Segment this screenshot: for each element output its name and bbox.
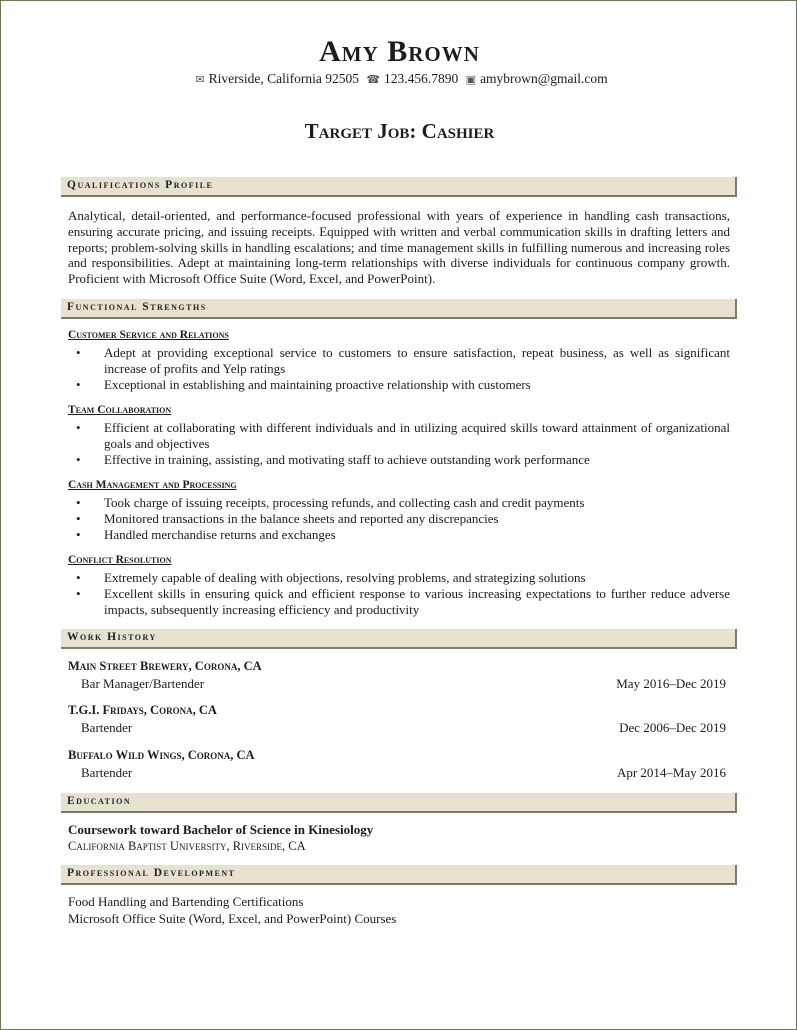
bullet-list bbox=[68, 345, 730, 394]
list-item: • Exceptional in establishing and maintaining proactive relationship with customers bbox=[68, 377, 730, 393]
education-school: California Baptist University, Riverside, CA bbox=[68, 839, 306, 853]
development-item: Food Handling and Bartending Certifications bbox=[68, 894, 304, 909]
contact-email[interactable]: amybrown@gmail.com bbox=[480, 71, 608, 86]
section-header-education bbox=[61, 793, 737, 813]
bullet-list bbox=[68, 420, 730, 469]
list-item: • Extremely capable of dealing with objections, resolving problems, and strategizing solutions bbox=[68, 570, 730, 586]
job-role: Bartender bbox=[81, 720, 133, 735]
envelope-icon: ✉ bbox=[195, 74, 205, 86]
list-item: • Effective in training, assisting, and motivating staff to achieve outstanding work performance bbox=[68, 452, 730, 468]
job-dates: May 2016–Dec 2019 bbox=[616, 676, 726, 691]
section-title: Functional Strengths bbox=[67, 301, 207, 313]
section-title: Professional Development bbox=[67, 867, 236, 879]
subheading-conflict-resolution: Conflict Resolution bbox=[68, 554, 172, 566]
list-item: • Adept at providing exceptional service to customers to ensure satisfaction, repeat business, as well as significant increase of profits and Yelp ratings bbox=[68, 345, 730, 377]
list-item: • Monitored transactions in the balance sheets and reported any discrepancies bbox=[68, 511, 730, 527]
subheading-customer-service: Customer Service and Relations bbox=[68, 329, 229, 341]
job-dates: Dec 2006–Dec 2019 bbox=[619, 720, 726, 735]
section-header-professional-development bbox=[61, 865, 737, 885]
job-role: Bartender bbox=[81, 765, 133, 780]
job-employer: T.G.I. Fridays, Corona, CA bbox=[68, 703, 217, 717]
bullet-list bbox=[68, 495, 730, 544]
section-title: Qualifications Profile bbox=[67, 179, 214, 191]
subheading-cash-management: Cash Management and Processing bbox=[68, 479, 237, 491]
contact-phone: 123.456.7890 bbox=[384, 71, 459, 86]
list-item: • Took charge of issuing receipts, processing refunds, and collecting cash and credit payments bbox=[68, 495, 730, 511]
target-job-title: Target Job: Cashier bbox=[304, 119, 495, 143]
education-degree: Coursework toward Bachelor of Science in Kinesiology bbox=[68, 822, 374, 837]
phone-icon: ☎ bbox=[366, 74, 381, 86]
list-item: • Excellent skills in ensuring quick and efficient response to various increasing expectations to further reduce adverse impacts, subsequently increasing efficiency and productivity bbox=[68, 586, 730, 618]
computer-icon: ▣ bbox=[465, 74, 477, 86]
list-item: • Efficient at collaborating with different individuals and in utilizing acquired skills toward attainment of organizational goals and objectives bbox=[68, 420, 730, 452]
contact-location: Riverside, California 92505 bbox=[208, 71, 359, 86]
development-item: Microsoft Office Suite (Word, Excel, and PowerPoint) Courses bbox=[68, 911, 397, 926]
job-dates: Apr 2014–May 2016 bbox=[616, 765, 726, 780]
qualifications-text: Analytical, detail-oriented, and performance-focused professional with years of experience in handling cash transactions, ensuring accurate pricing, and issuing receipts. Equipped with written and verbal communication skills in drafting letters and reports; problem-solving skills in handling escalations; and time management skills in fulfilling numerous and increasing roles and responsibilities. Adept at maintaining long-term relationships with diverse individuals for continuous company growth. Proficient with Microsoft Office Suite (Word, Excel, and PowerPoint). bbox=[68, 208, 730, 287]
section-title: Work History bbox=[67, 631, 157, 643]
job-employer: Buffalo Wild Wings, Corona, CA bbox=[68, 748, 255, 762]
section-header-work-history bbox=[61, 629, 737, 649]
job-role: Bar Manager/Bartender bbox=[81, 676, 205, 691]
section-header-strengths bbox=[61, 299, 737, 319]
section-header-qualifications bbox=[61, 177, 737, 197]
contact-line bbox=[1, 71, 797, 87]
candidate-name: Amy Brown bbox=[319, 35, 480, 68]
job-employer: Main Street Brewery, Corona, CA bbox=[68, 659, 262, 673]
subheading-team-collaboration: Team Collaboration bbox=[68, 404, 172, 416]
bullet-list bbox=[68, 570, 730, 619]
section-title: Education bbox=[67, 795, 132, 807]
list-item: • Handled merchandise returns and exchanges bbox=[68, 527, 730, 543]
